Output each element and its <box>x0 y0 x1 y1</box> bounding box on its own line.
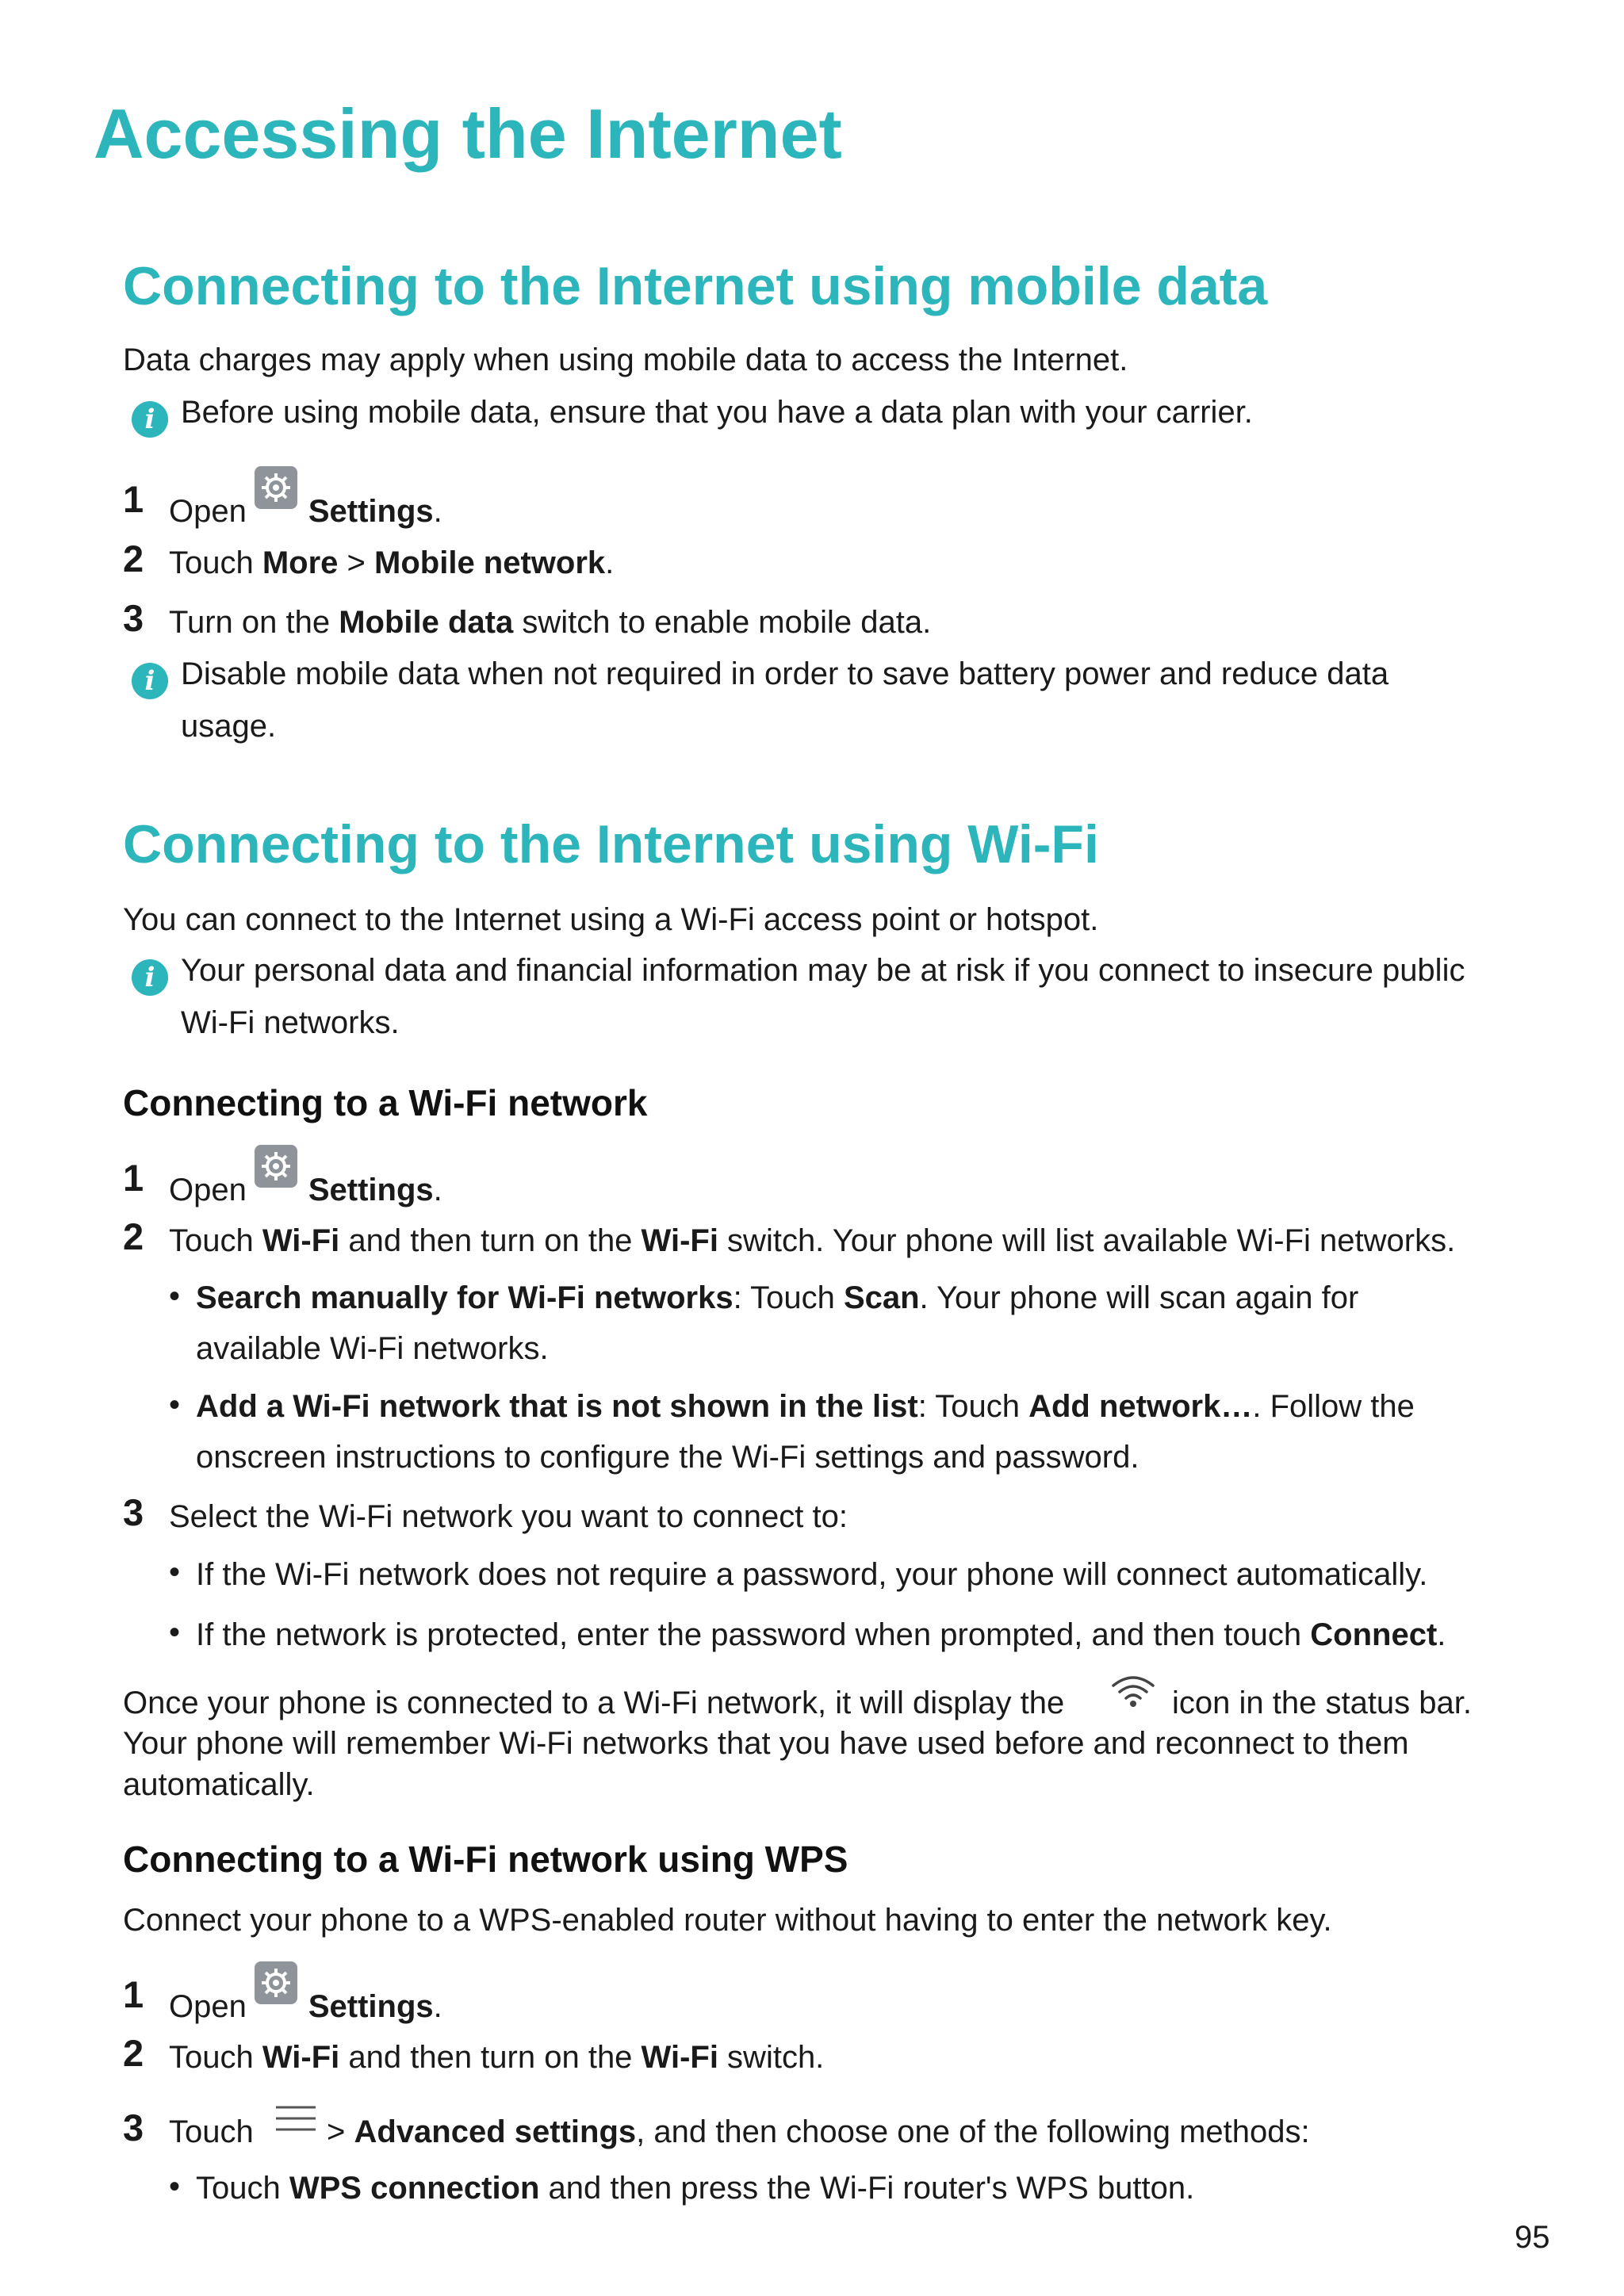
step-number: 1 <box>123 478 144 520</box>
wifi-para-line-3: automatically. <box>123 1767 315 1802</box>
step-number: 3 <box>123 2107 144 2149</box>
wps-step-3-a: Touch <box>169 2114 254 2149</box>
wifi-para-line-1a: Once your phone is connected to a Wi-Fi network, it will display the <box>123 1686 1065 1720</box>
wps-step-3-b: > Advanced settings, and then choose one of the following methods: <box>327 2114 1310 2149</box>
section-heading-mobile-data: Connecting to the Internet using mobile data <box>123 256 1268 316</box>
info-icon: i <box>132 959 168 996</box>
subheading-connect-wifi: Connecting to a Wi-Fi network <box>123 1082 648 1123</box>
bullet: • <box>169 2169 181 2204</box>
wps-step-2: Touch Wi-Fi and then turn on the Wi-Fi switch. <box>169 2040 825 2075</box>
page-title: Accessing the Internet <box>94 94 842 173</box>
wifi-bullet-2-line-1: Add a Wi-Fi network that is not shown in the list: Touch Add network…. Follow the <box>196 1389 1415 1424</box>
wps-step-1: Open Settings. <box>169 1977 442 2027</box>
wifi-intro: You can connect to the Internet using a Wi-Fi access point or hotspot. <box>123 902 1099 937</box>
wifi-note-line-2: Wi-Fi networks. <box>181 1005 400 1040</box>
wifi-bullet-4: If the network is protected, enter the password when prompted, and then touch Connect. <box>196 1617 1446 1652</box>
mobile-note-1: Before using mobile data, ensure that you have a data plan with your carrier. <box>181 395 1253 430</box>
bullet: • <box>169 1387 181 1422</box>
wifi-step-1: Open Settings. <box>169 1161 442 1211</box>
wifi-step-3: Select the Wi-Fi network you want to connect to: <box>169 1499 848 1534</box>
mobile-step-2: Touch More > Mobile network. <box>169 545 615 580</box>
step-number: 1 <box>123 1157 144 1199</box>
wifi-bullet-1-line-2: available Wi-Fi networks. <box>196 1331 549 1366</box>
wps-bullet-1: Touch WPS connection and then press the Wi-Fi router's WPS button. <box>196 2171 1195 2206</box>
settings-gear-icon <box>255 1961 297 2004</box>
step-number: 2 <box>123 1215 144 1257</box>
step-number: 1 <box>123 1973 144 2015</box>
subheading-wps: Connecting to a Wi-Fi network using WPS <box>123 1839 848 1880</box>
mobile-note-2-line-2: usage. <box>181 709 277 744</box>
wifi-para-line-1b: icon in the status bar. <box>1172 1686 1473 1720</box>
wifi-para-line-2: Your phone will remember Wi-Fi networks that you have used before and reconnect to them <box>123 1726 1409 1761</box>
page-number: 95 <box>1515 2220 1550 2255</box>
wifi-bullet-2-line-2: onscreen instructions to configure the Wi-Fi settings and password. <box>196 1440 1139 1475</box>
mobile-note-2-line-1: Disable mobile data when not required in order to save battery power and reduce data <box>181 656 1389 691</box>
section-heading-wifi: Connecting to the Internet using Wi-Fi <box>123 814 1099 874</box>
mobile-step-3: Turn on the Mobile data switch to enable mobile data. <box>169 605 932 640</box>
wifi-bullet-3: If the Wi-Fi network does not require a password, your phone will connect automatically. <box>196 1557 1428 1592</box>
step-number: 2 <box>123 538 144 580</box>
wifi-bullet-1-line-1: Search manually for Wi-Fi networks: Touch Scan. Your phone will scan again for <box>196 1280 1359 1315</box>
wifi-icon <box>1110 1674 1156 1711</box>
info-icon: i <box>132 663 168 699</box>
mobile-intro: Data charges may apply when using mobile data to access the Internet. <box>123 342 1128 377</box>
mobile-step-1: Open Settings. <box>169 482 442 532</box>
bullet: • <box>169 1279 181 1314</box>
settings-gear-icon <box>255 466 297 509</box>
settings-gear-icon <box>255 1145 297 1188</box>
info-icon: i <box>132 401 168 438</box>
wifi-note-line-1: Your personal data and financial information may be at risk if you connect to insecure public <box>181 953 1465 988</box>
step-number: 2 <box>123 2032 144 2074</box>
step-number: 3 <box>123 597 144 639</box>
menu-icon <box>274 2103 317 2134</box>
bullet: • <box>169 1555 181 1590</box>
wps-intro: Connect your phone to a WPS-enabled router without having to enter the network key. <box>123 1903 1332 1938</box>
bullet: • <box>169 1615 181 1650</box>
wifi-step-2: Touch Wi-Fi and then turn on the Wi-Fi switch. Your phone will list available Wi-Fi networks. <box>169 1223 1456 1258</box>
step-number: 3 <box>123 1491 144 1533</box>
